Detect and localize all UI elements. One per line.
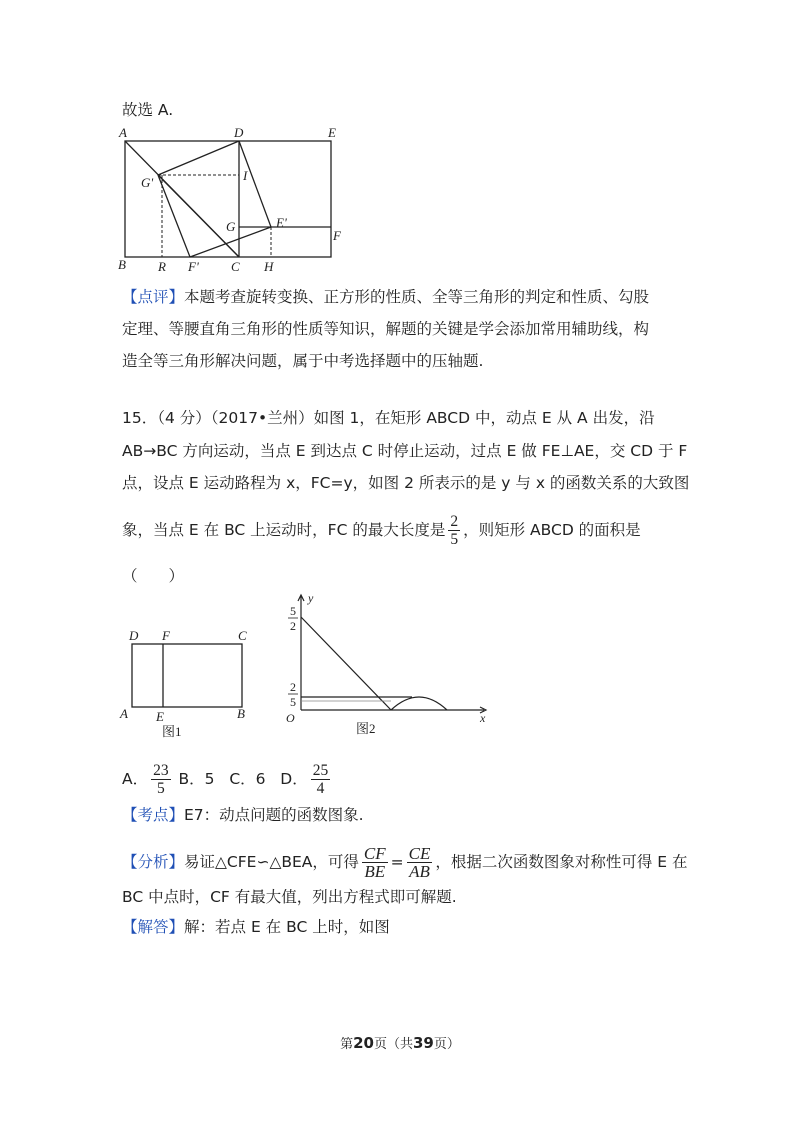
option-a-denominator: 5	[156, 780, 165, 797]
label-A: A	[119, 125, 127, 140]
graph-y-label: y	[308, 591, 314, 605]
rect-label-C: C	[238, 628, 247, 643]
fenxi-line-2: BC 中点时，CF 有最大值，列出方程式即可解题.	[122, 888, 457, 906]
y-tick-top-numerator: 5	[290, 604, 296, 618]
page-footer	[0, 1033, 800, 1052]
question-line-4-pre: 象，当点 E 在 BC 上运动时，FC 的最大长度是	[122, 521, 446, 539]
question-line-2: AB→BC 方向运动，当点 E 到达点 C 时停止运动，过点 E 做 FE⊥AE，交 CD 于 F	[122, 442, 688, 460]
label-D: D	[234, 125, 244, 140]
comment-line-3: 造全等三角形解决问题，属于中考选择题中的压轴题.	[122, 352, 484, 370]
fenxi-fraction-1	[362, 845, 388, 880]
kaodian-line	[122, 805, 364, 825]
label-G-prime: G'	[141, 175, 154, 190]
label-F: F	[333, 228, 341, 243]
comment-tag: 【点评】	[122, 288, 185, 306]
rect-label-A: A	[120, 706, 128, 721]
label-H: H	[264, 259, 274, 274]
max-fc-fraction	[448, 513, 460, 548]
y-tick-low-numerator: 2	[290, 680, 296, 694]
max-fc-denominator: 5	[450, 531, 459, 548]
comment-line-2: 定理、等腰直角三角形的性质等知识，解题的关键是学会添加常用辅助线，构	[122, 320, 650, 338]
figure-1-caption: 图1	[162, 724, 182, 739]
label-G: G	[226, 219, 236, 234]
y-tick-low-denominator: 5	[290, 695, 296, 709]
option-c: C．6	[229, 770, 266, 788]
fraction-2-numerator: CE	[408, 844, 431, 863]
max-fc-numerator: 2	[450, 513, 459, 530]
jieda-text: 解：若点 E 在 BC 上时，如图	[184, 918, 390, 936]
option-a-fraction	[151, 762, 171, 797]
fraction-2-denominator: AB	[409, 862, 430, 881]
option-a-numerator: 23	[153, 762, 169, 779]
footer-pre: 第	[340, 1037, 354, 1052]
kaodian-tag: 【考点】	[122, 806, 185, 824]
figure-2-caption: 图2	[356, 721, 376, 736]
fenxi-pre: 易证△CFE∽△BEA，可得	[184, 853, 359, 871]
options-row	[122, 762, 333, 797]
label-C: C	[231, 259, 240, 274]
footer-page-number: 20	[353, 1034, 374, 1052]
fenxi-post: ，根据二次函数图象对称性可得 E 在	[435, 853, 688, 871]
fenxi-line-1	[122, 845, 688, 880]
kaodian-text: E7：动点问题的函数图象.	[184, 806, 364, 824]
option-b: B．5	[178, 770, 215, 788]
footer-total-pages: 39	[413, 1034, 434, 1052]
conclusion-line: 故选 A.	[122, 101, 174, 119]
rect-label-B: B	[237, 706, 245, 721]
rect-label-E: E	[156, 709, 164, 724]
graph-origin-label: O	[286, 711, 295, 725]
option-d-label: D．	[280, 770, 308, 788]
label-B: B	[118, 257, 126, 272]
function-graph	[280, 590, 495, 740]
comment-text-1: 本题考查旋转变换、正方形的性质、全等三角形的判定和性质、勾股	[184, 288, 650, 306]
rect-label-D: D	[129, 628, 139, 643]
footer-mid: 页（共	[373, 1037, 413, 1052]
rect-label-F: F	[162, 628, 170, 643]
y-tick-top-denominator: 2	[290, 619, 296, 633]
question-line-4-post: ，则矩形 ABCD 的面积是	[463, 521, 641, 539]
option-d-fraction	[311, 762, 331, 797]
label-E-prime: E'	[276, 215, 287, 230]
question-line-1: 15．（4 分）（2017•兰州）如图 1，在矩形 ABCD 中，动点 E 从 A 出发，沿	[122, 409, 655, 427]
label-F-prime: F'	[188, 259, 199, 274]
label-R: R	[158, 259, 166, 274]
question-line-3: 点，设点 E 运动路程为 x，FC=y，如图 2 所表示的是 y 与 x 的函数关系的大致图	[122, 474, 690, 492]
jieda-tag: 【解答】	[122, 918, 185, 936]
footer-post: 页）	[433, 1037, 460, 1052]
fraction-1-numerator: CF	[363, 844, 386, 863]
option-d-denominator: 4	[316, 780, 325, 797]
question-line-4	[122, 513, 641, 548]
comment-line-1	[122, 287, 649, 307]
rectangle-figure	[115, 625, 255, 740]
label-I: I	[243, 168, 248, 183]
label-E: E	[328, 125, 336, 140]
option-d-numerator: 25	[312, 762, 329, 779]
option-a-label: A．	[122, 770, 149, 788]
graph-x-label: x	[480, 711, 486, 725]
fraction-1-denominator: BE	[364, 862, 386, 881]
fenxi-tag: 【分析】	[122, 853, 185, 871]
jieda-line	[122, 917, 390, 937]
equals-sign: =	[390, 853, 404, 871]
fenxi-fraction-2	[407, 845, 433, 880]
answer-parentheses: （ ）	[122, 567, 185, 585]
geometry-figure-1	[112, 124, 352, 274]
